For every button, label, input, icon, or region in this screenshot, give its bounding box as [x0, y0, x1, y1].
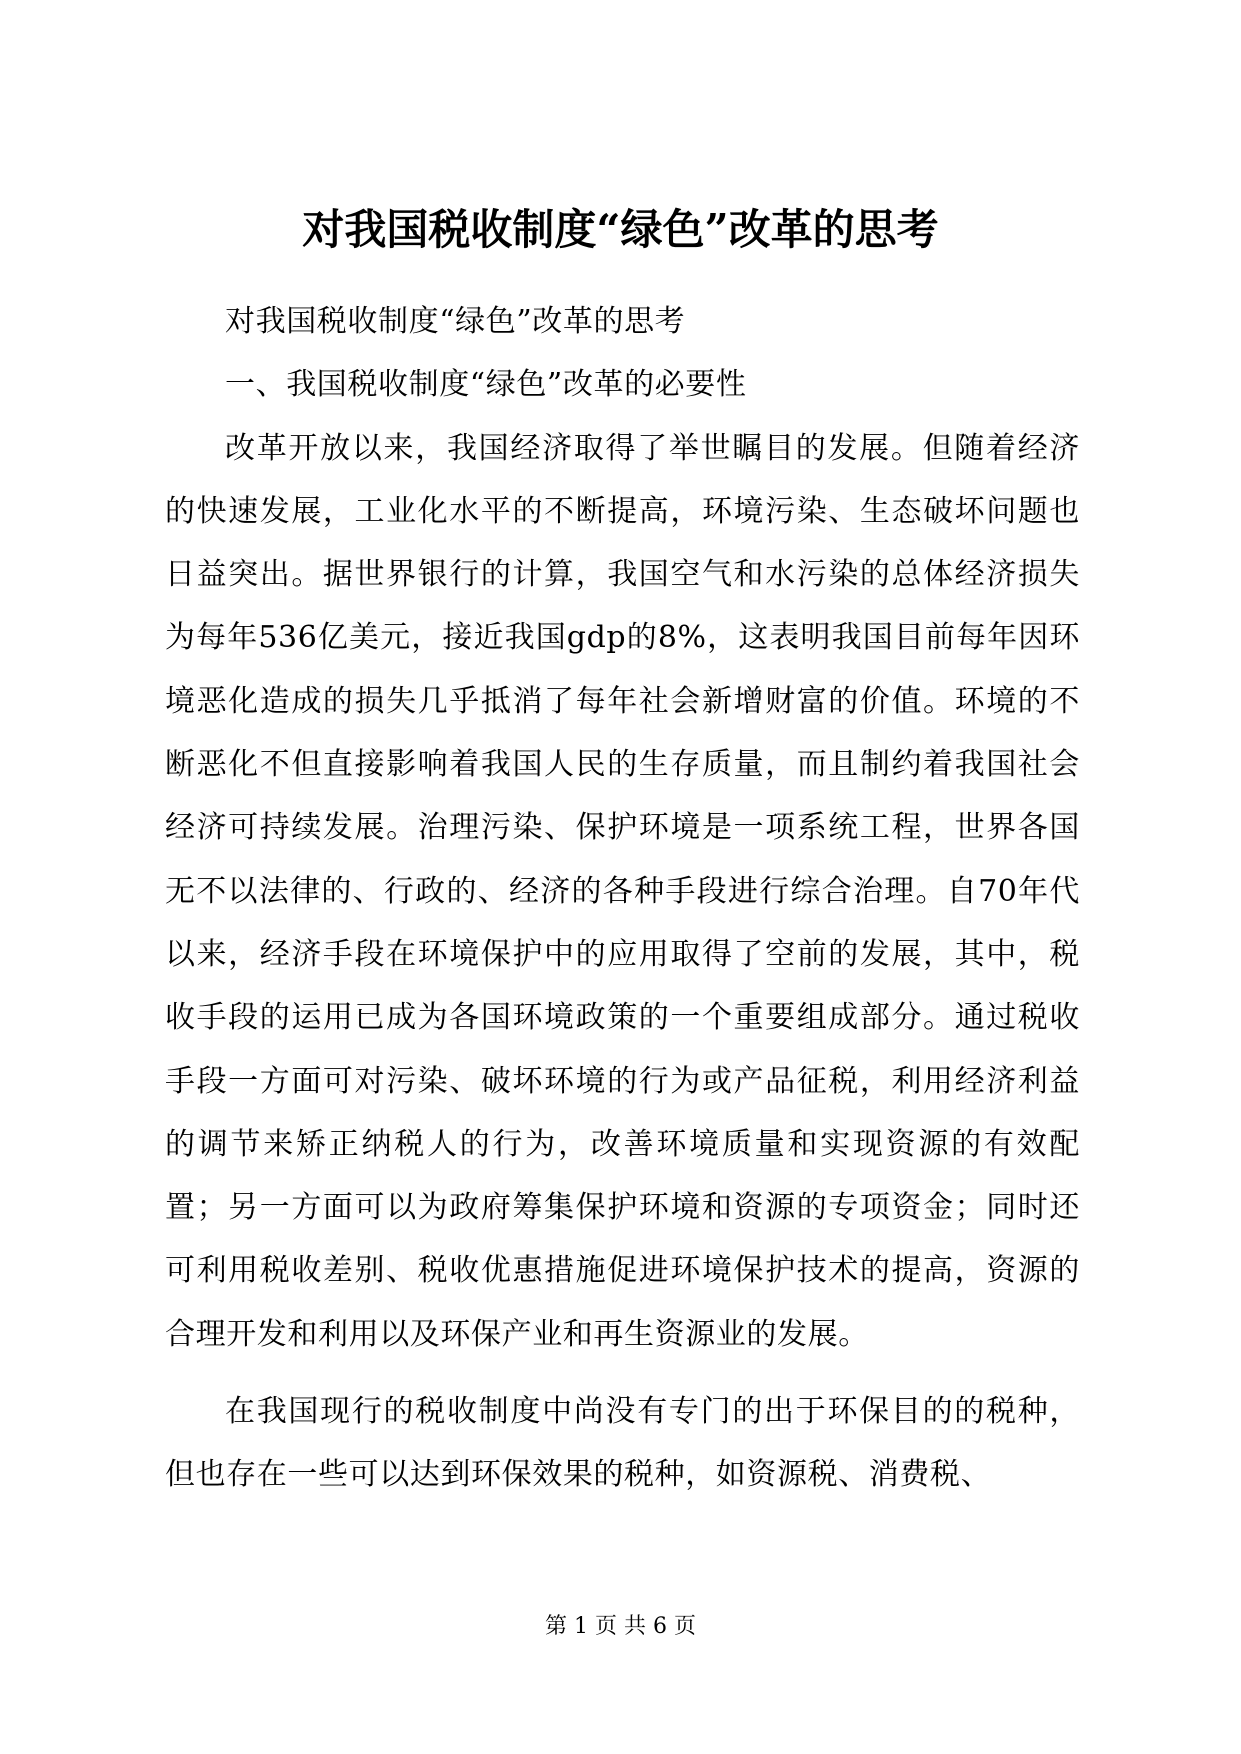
section-heading: 一、我国税收制度“绿色”改革的必要性	[225, 367, 747, 403]
page-number-footer: 第 1 页 共 6 页	[545, 1614, 696, 1639]
body-paragraph: 改革开放以来，我国经济取得了举世瞩目的发展。但随着经济的快速发展，工业化水平的不断提高，环境污染、生态破坏问题也日益突出。据世界银行的计算，我国空气和水污染的总体经济损失为每年536亿美元，接近我国gdp的8%，这表明我国目前每年因环境恶化造成的损失几乎抵消了每年社会新增财富的价值。环境的不断恶化不但直接影响着我国人民的生存质量，而且制约着我国社会经济可持续发展。治理污染、保护环境是一项系统工程，世界各国无不以法律的、行政的、经济的各种手段进行综合治理。自70年代以来，经济手段在环境保护中的应用取得了空前的发展，其中，税收手段的运用已成为各国环境政策的一个重要组成部分。通过税收手段一方面可对污染、破坏环境的行为或产品征税，利用经济利益的调节来矫正纳税人的行为，改善环境质量和实现资源的有效配置；另一方面可以为政府筹集保护环境和资源的专项资金；同时还可利用税收差别、税收优惠措施促进环境保护技术的提高，资源的合理开发和利用以及环保产业和再生资源业的发展。	[165, 430, 1080, 1352]
subtitle-paragraph: 对我国税收制度“绿色”改革的思考	[225, 304, 686, 339]
document-body	[165, 290, 1080, 1507]
body-paragraph: 在我国现行的税收制度中尚没有专门的出于环保目的的税种，但也存在一些可以达到环保效果的税种，如资源税、消费税、	[165, 1394, 1080, 1493]
document-title: 对我国税收制度“绿色”改革的思考	[302, 205, 939, 254]
